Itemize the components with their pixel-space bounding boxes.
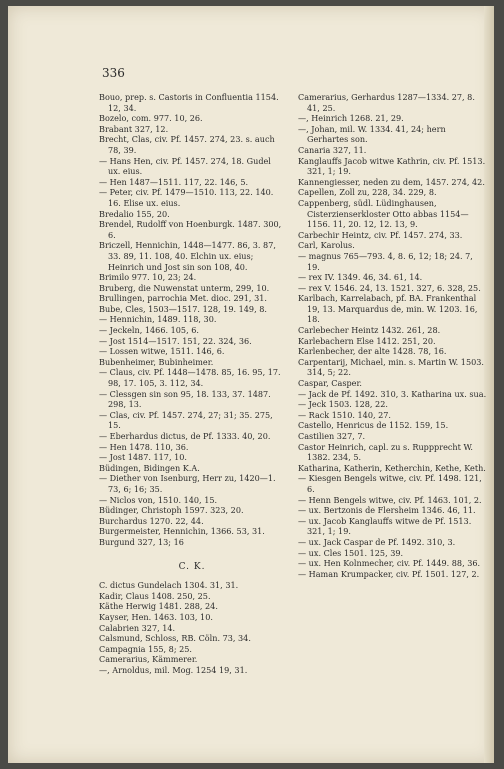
index-entry: — Niclos von, 1510. 140, 15. <box>99 494 218 505</box>
left-index-entries-c <box>99 580 285 675</box>
index-entry: — Diether von Isenburg, Herr zu, 1420—1. 73, 6; 16; 35. <box>99 473 276 494</box>
right-column <box>298 92 488 579</box>
index-entry: — ux. Bertzonis de Flersheim 1346. 46, 11. <box>298 505 476 516</box>
index-entry: Büdingen, Bidingen K.A. <box>99 462 200 473</box>
index-entry: — Jeckeln, 1466. 105, 6. <box>99 325 199 336</box>
index-entry: Büdinger, Christoph 1597. 323, 20. <box>99 505 244 516</box>
index-entry: Kadir, Claus 1408. 250, 25. <box>99 590 211 601</box>
index-entry: — Kiesgen Bengels witwe, civ. Pf. 1498. 121, 6. <box>298 473 482 494</box>
index-entry: Camerarius, Gerhardus 1287—1334. 27, 8. 41, 25. <box>298 92 475 113</box>
index-entry: — Jost 1487. 117, 10. <box>99 452 187 463</box>
index-entry: Brendel, Rudolff von Hoenburgk. 1487. 300, 6. <box>99 219 282 240</box>
index-entry: — Hans Hen, civ. Pf. 1457. 274, 18. Gudel ux. eius. <box>99 155 271 177</box>
left-index-entries <box>99 92 285 548</box>
index-entry: —, Arnoldus, mil. Mog. 1254 19, 31. <box>99 664 248 675</box>
index-entry: — Hen 1487—1511. 117, 22. 146, 5. <box>99 176 249 187</box>
index-entry: Carlebecher Heintz 1432. 261, 28. <box>298 325 441 336</box>
index-entry: — Henn Bengels witwe, civ. Pf. 1463. 101, 2. <box>298 494 482 505</box>
index-entry: — Claus, civ. Pf. 1448—1478. 85, 16. 95, 17. 98, 17. 105, 3. 112, 34. <box>99 367 281 389</box>
index-entry: — Jeck 1503. 128, 22. <box>298 399 388 410</box>
index-entry: Bubenheimer, Bubinheimer. <box>99 356 214 367</box>
index-entry: Camerarius, Kämmerer. <box>99 654 198 665</box>
index-entry: Brullingen, parrochia Met. dioc. 291, 31. <box>99 293 267 304</box>
index-entry: Burgund 327, 13; 16 <box>99 536 184 547</box>
page-number: 336 <box>102 66 125 80</box>
index-entry: —, Heinrich 1268. 21, 29. <box>298 113 404 124</box>
index-entry: —, Johan, mil. W. 1334. 41, 24; hern Gerhartes son. <box>298 123 446 145</box>
index-entry: Carpentarij, Michael, min. s. Martin W. 1503. 314, 5; 22. <box>298 356 484 378</box>
index-entry: — ux. Jacob Kanglauffs witwe de Pf. 1513. 321, 1; 19. <box>298 515 472 537</box>
index-entry: — Jost 1514—1517. 151, 22. 324, 36. <box>99 335 252 346</box>
index-entry: Briczell, Hennichin, 1448—1477. 86, 3. 87, 33. 89, 11. 108, 40. Elchin ux. eius; Heinrich und Jost sin son 108, 40. <box>99 240 276 272</box>
index-entry: Burchardus 1270. 22, 44. <box>99 515 204 526</box>
index-entry: — Jack de Pf. 1492. 310, 3. Katharina ux. sua. <box>298 388 487 399</box>
index-entry: — ux. Hen Kolnmecher, civ. Pf. 1449. 88, 36. <box>298 558 481 569</box>
index-entry: — ux. Cles 1501. 125, 39. <box>298 547 404 558</box>
index-entry: Campagnia 155, 8; 25. <box>99 643 192 654</box>
index-entry: Caspar, Casper. <box>298 378 362 389</box>
index-entry: — rex V. 1546. 24, 13. 1521. 327, 6. 328, 25. <box>298 282 481 293</box>
index-entry: — Hen 1478. 110, 36. <box>99 441 189 452</box>
index-entry: Cappenberg, südl. Lüdinghausen, Cisterzienserkloster Otto abbas 1154—1156. 11, 20. 12, 12. 13, 9. <box>298 197 469 230</box>
index-entry: Bredalio 155, 20. <box>99 208 170 219</box>
index-entry: Calabrien 327, 14. <box>99 622 176 633</box>
index-entry: Karlebachern Else 1412. 251, 20. <box>298 335 436 346</box>
index-entry: Bruberg, die Nuwenstat unterm, 299, 10. <box>99 282 270 293</box>
index-entry: — Clas, civ. Pf. 1457. 274, 27; 31; 35. 275, 15. <box>99 409 273 431</box>
index-entry: — ux. Jack Caspar de Pf. 1492. 310, 3. <box>298 536 456 547</box>
index-entry: — Clessgen sin son 95, 18. 133, 37. 1487. 298, 13. <box>99 388 271 410</box>
index-entry: — Eberhardus dictus, de Pf. 1333. 40, 20. <box>99 431 271 441</box>
right-index-entries <box>298 92 488 579</box>
index-entry: Capellen, Zoll zu, 228, 34. 229, 8. <box>298 187 437 198</box>
index-entry: C. dictus Gundelach 1304. 31, 31. <box>99 580 239 591</box>
index-entry: Castello, Henricus de 1152. 159, 15. <box>298 420 449 431</box>
index-entry: — rex IV. 1349. 46, 34. 61, 14. <box>298 272 423 283</box>
index-entry: Karlenbecher, der alte 1428. 78, 16. <box>298 346 447 357</box>
index-entry: Castilien 327, 7. <box>298 431 366 441</box>
index-entry: Kannengiesser, neden zu dem, 1457. 274, 42. <box>298 176 485 187</box>
index-entry: — Rack 1510. 140, 27. <box>298 409 391 420</box>
index-entry: Käthe Herwig 1481. 288, 24. <box>99 601 218 612</box>
index-entry: Kayser, Hen. 1463. 103, 10. <box>99 611 213 622</box>
index-entry: — Lossen witwe, 1511. 146, 6. <box>99 346 225 357</box>
index-entry: Carbechir Heintz, civ. Pf. 1457. 274, 33. <box>298 229 463 240</box>
index-entry: Burgermeister, Hennichin, 1366. 53, 31. <box>99 526 265 537</box>
index-entry: Castor Heinrich, capl. zu s. Ruppprecht W. 1382. 234, 5. <box>298 441 473 463</box>
book-page <box>8 6 494 763</box>
index-entry: Carl, Karolus. <box>298 240 355 251</box>
index-entry: Calsmund, Schloss, RB. Cöln. 73, 34. <box>99 633 251 644</box>
index-entry: — Hennichin, 1489. 118, 30. <box>99 314 217 325</box>
index-entry: Canaria 327, 11. <box>298 144 367 155</box>
index-entry: Brecht, Clas, civ. Pf. 1457. 274, 23. s. auch 78, 39. <box>99 134 275 155</box>
left-column <box>99 92 285 675</box>
index-entry: Brabant 327, 12. <box>99 123 169 134</box>
index-entry: Katharina, Katherin, Ketherchin, Kethe, Keth. <box>298 462 486 473</box>
section-heading: C. K. <box>178 561 206 572</box>
index-entry: Karlbach, Karrelabach, pf. BA. Frankenthal 19, 13. Marquardus de, min. W. 1203. 16, 18. <box>298 293 478 325</box>
index-entry: — magnus 765—793. 4, 8. 6, 12; 18; 24. 7, 19. <box>298 250 473 272</box>
index-entry: Bouo, prep. s. Castoris in Confluentia 1154. 12, 34. <box>99 92 279 113</box>
index-entry: Brimilo 977. 10, 23; 24. <box>99 272 197 283</box>
index-entry: Kanglauffs Jacob witwe Kathrin, civ. Pf. 1513. 321, 1; 19. <box>298 155 486 177</box>
index-entry: — Haman Krumpacker, civ. Pf. 1501. 127, 2. <box>298 568 480 579</box>
index-entry: Bube, Cles, 1503—1517. 128, 19. 149, 8. <box>99 303 267 314</box>
index-entry: Bozelo, com. 977. 10, 26. <box>99 113 203 124</box>
index-entry: — Peter, civ. Pf. 1479—1510. 113, 22. 140. 16. Elise ux. eius. <box>99 187 274 208</box>
